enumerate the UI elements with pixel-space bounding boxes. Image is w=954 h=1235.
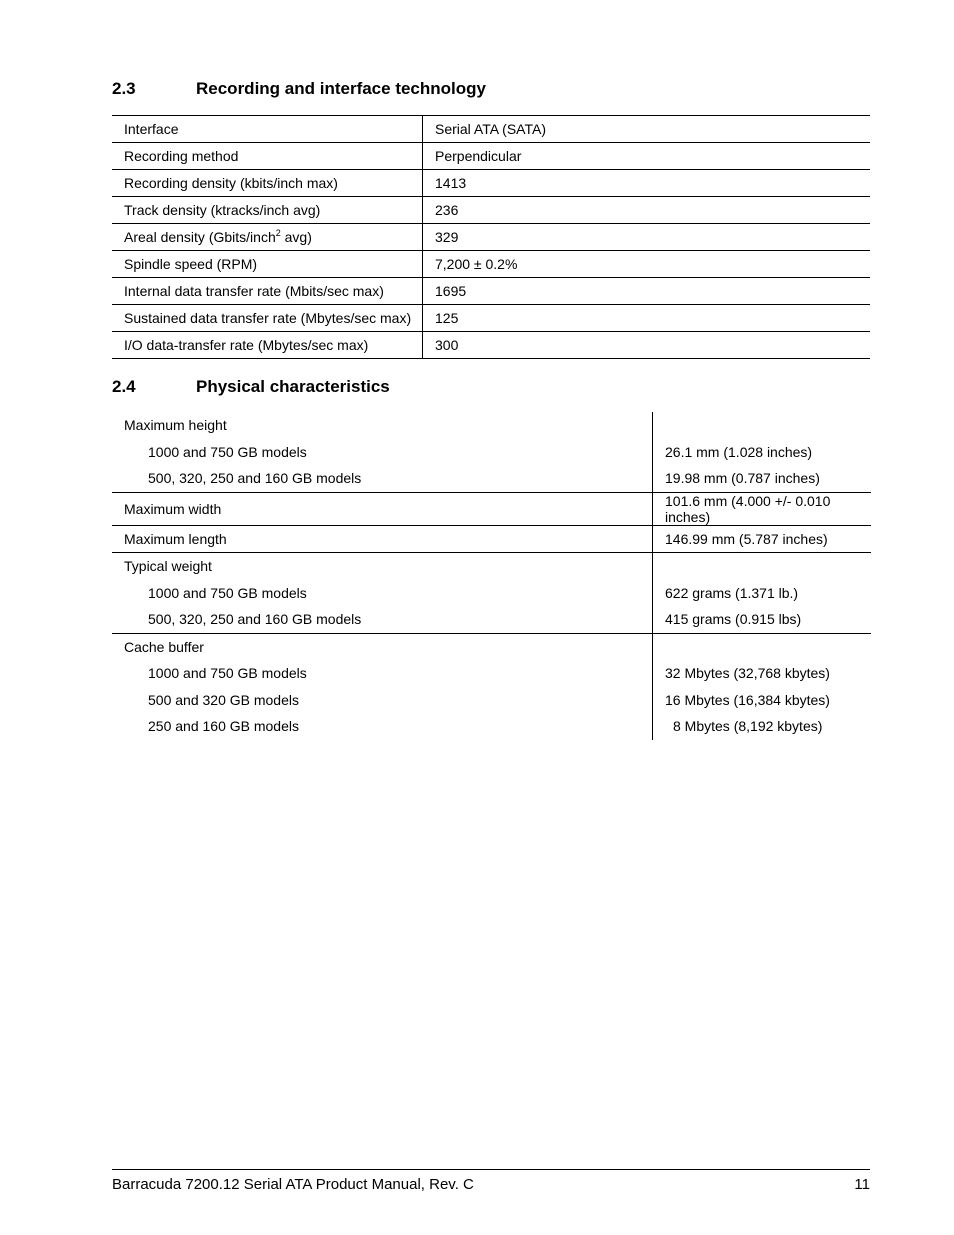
row-value: 1413 <box>423 170 871 197</box>
row-label: Recording method <box>112 143 423 170</box>
recording-interface-table <box>112 115 870 359</box>
row-label: Sustained data transfer rate (Mbytes/sec max) <box>112 305 423 332</box>
row-value: 16 Mbytes (16,384 kbytes) <box>665 691 830 708</box>
table-row <box>112 143 870 170</box>
table-row <box>112 606 871 633</box>
row-value <box>653 553 872 580</box>
footer-title: Barracuda 7200.12 Serial ATA Product Manual, Rev. C <box>112 1176 474 1193</box>
table-row <box>112 332 870 359</box>
section-title: Recording and interface technology <box>196 79 486 98</box>
row-label: 1000 and 750 GB models <box>112 580 653 607</box>
row-value <box>653 633 872 660</box>
group-label: Maximum height <box>112 412 653 439</box>
row-value: 622 grams (1.371 lb.) <box>665 584 799 601</box>
row-value: 32 Mbytes (32,768 kbytes) <box>665 665 830 682</box>
row-label: 500, 320, 250 and 160 GB models <box>112 465 653 492</box>
row-value: 26.1 mm (1.028 inches) <box>665 443 813 460</box>
table-row <box>112 713 871 740</box>
row-label: 250 and 160 GB models <box>112 713 653 740</box>
row-label: Maximum width <box>112 492 653 525</box>
table-row <box>112 580 871 607</box>
footer-divider <box>112 1169 870 1170</box>
page-number: 11 <box>854 1176 870 1193</box>
row-label: Recording density (kbits/inch max) <box>112 170 423 197</box>
table-row <box>112 525 871 553</box>
physical-characteristics-table <box>112 412 871 740</box>
group-label: Cache buffer <box>112 633 653 660</box>
section-number: 2.4 <box>112 377 136 396</box>
table-row <box>112 660 871 687</box>
table-row <box>112 553 871 580</box>
row-label: 1000 and 750 GB models <box>112 439 653 466</box>
superscript: 2 <box>275 228 281 238</box>
row-value: 146.99 mm (5.787 inches) <box>653 525 872 553</box>
row-value: 101.6 mm (4.000 +/- 0.010 inches) <box>653 492 872 525</box>
row-label: Maximum length <box>112 525 653 553</box>
row-value: 236 <box>423 197 871 224</box>
row-value: 415 grams (0.915 lbs) <box>653 606 872 633</box>
row-value: 8 Mbytes (8,192 kbytes) <box>673 718 823 735</box>
table-row <box>112 170 870 197</box>
group-label: Typical weight <box>112 553 653 580</box>
row-label: Internal data transfer rate (Mbits/sec max) <box>112 278 423 305</box>
table-row <box>112 251 870 278</box>
row-value: 19.98 mm (0.787 inches) <box>653 465 872 492</box>
row-label: 500 and 320 GB models <box>112 687 653 714</box>
table-row <box>112 633 871 660</box>
table-row <box>112 224 870 251</box>
row-value: Serial ATA (SATA) <box>423 116 871 143</box>
row-label: Track density (ktracks/inch avg) <box>112 197 423 224</box>
table-row <box>112 687 871 714</box>
table-row <box>112 492 871 525</box>
row-label: 1000 and 750 GB models <box>112 660 653 687</box>
row-label: Spindle speed (RPM) <box>112 251 423 278</box>
row-value: 125 <box>423 305 871 332</box>
section-number: 2.3 <box>112 79 136 98</box>
section-heading-2-4 <box>112 377 390 397</box>
row-label: Interface <box>112 116 423 143</box>
row-value: 300 <box>423 332 871 359</box>
row-value: 329 <box>423 224 871 251</box>
row-label <box>112 224 423 251</box>
table-row <box>112 197 870 224</box>
section-heading-2-3 <box>112 79 486 99</box>
table-row <box>112 278 870 305</box>
table-row <box>112 439 871 466</box>
label-text: Areal density (Gbits/inch <box>124 229 276 245</box>
section-title: Physical characteristics <box>196 377 390 396</box>
label-text: avg) <box>280 229 312 245</box>
table-row <box>112 305 870 332</box>
row-value <box>653 412 872 439</box>
table-row <box>112 465 871 492</box>
row-value: 1695 <box>423 278 871 305</box>
row-label: I/O data-transfer rate (Mbytes/sec max) <box>112 332 423 359</box>
table-row <box>112 412 871 439</box>
row-value: Perpendicular <box>423 143 871 170</box>
row-label: 500, 320, 250 and 160 GB models <box>112 606 653 633</box>
row-value: 7,200 ± 0.2% <box>423 251 871 278</box>
table-row <box>112 116 870 143</box>
